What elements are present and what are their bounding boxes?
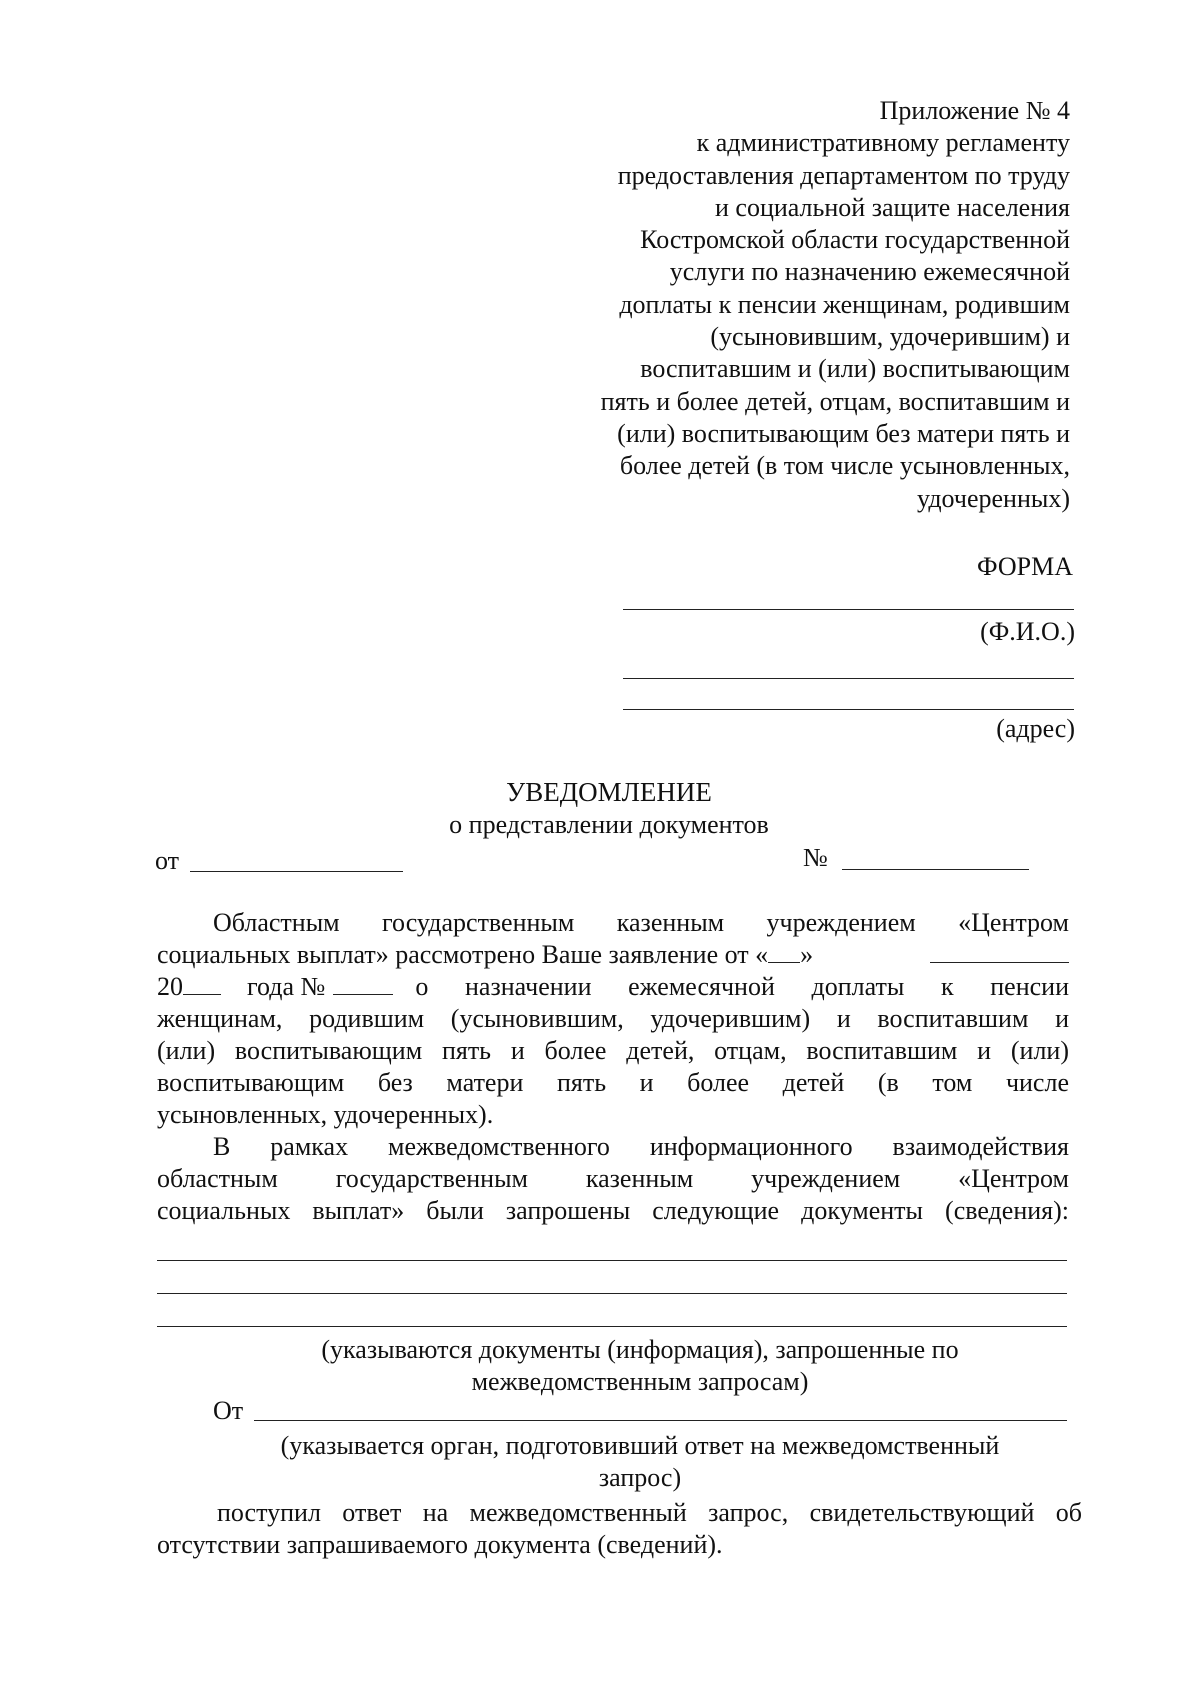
header-line: Приложение № 4 <box>879 96 1070 125</box>
text-line: усыновленных, удочеренных). <box>157 1100 494 1129</box>
address-field-line-1[interactable] <box>623 678 1074 679</box>
header-line: к административному регламенту <box>696 128 1070 158</box>
header-line: предоставления департаментом по труду <box>617 160 1070 190</box>
header-line: доплаты к пенсии женщинам, родившим <box>619 289 1070 319</box>
notice-number-field[interactable] <box>842 869 1029 870</box>
requested-docs-line-2[interactable] <box>157 1293 1067 1294</box>
number-label: № <box>803 843 828 872</box>
text-line <box>157 939 1069 971</box>
day-field[interactable] <box>768 940 800 963</box>
month-field[interactable] <box>930 940 1069 963</box>
text-segment: » <box>800 940 814 969</box>
caption-line: межведомственным запросам) <box>471 1367 809 1396</box>
notice-subtitle: о представлении документов <box>449 810 769 839</box>
caption-line: (указываются документы (информация), запрошенные по <box>321 1335 959 1364</box>
header-line: Костромской области государственной <box>640 225 1070 255</box>
text-line: отсутствии запрашиваемого документа (сведений). <box>157 1530 723 1559</box>
header-line: (усыновившим, удочерившим) и <box>710 322 1070 352</box>
header-line: пять и более детей, отцам, воспитавшим и <box>600 386 1070 416</box>
text-line: социальных выплат» были запрошены следующие документы (сведения): <box>157 1196 1069 1225</box>
paragraph-response-received <box>157 1497 1082 1561</box>
header-line: удочеренных) <box>916 483 1070 513</box>
requested-docs-line-3[interactable] <box>157 1326 1067 1327</box>
application-number-field[interactable] <box>333 972 393 995</box>
text-line: Областным государственным казенным учреждением «Центром <box>213 908 1069 937</box>
requested-docs-line-1[interactable] <box>157 1260 1067 1261</box>
text-segment: 20 <box>157 972 183 1001</box>
paragraph-application-reviewed <box>157 907 1069 1131</box>
address-field-line-2[interactable] <box>623 709 1074 710</box>
year-field[interactable] <box>183 972 221 995</box>
from-organ-label: От <box>213 1396 244 1425</box>
text-line: воспитывающим без матери пять и более детей (в том числе <box>157 1068 1069 1097</box>
notice-title: УВЕДОМЛЕНИЕ <box>506 777 712 807</box>
text-line: поступил ответ на межведомственный запрос, свидетельствующий об <box>217 1498 1082 1527</box>
text-line: (или) воспитывающим пять и более детей, отцам, воспитавшим и (или) <box>157 1036 1069 1065</box>
paragraph-interagency-request <box>157 1131 1069 1227</box>
notice-date-field[interactable] <box>190 871 403 872</box>
organ-caption <box>0 1430 1200 1494</box>
text-segment: социальных выплат» рассмотрено Ваше заявление от « <box>157 940 769 969</box>
text-line: В рамках межведомственного информационного взаимодействия <box>213 1132 1069 1161</box>
header-line: более детей (в том числе усыновленных, <box>619 451 1070 481</box>
text-segment: года № <box>247 972 326 1001</box>
appendix-header <box>510 95 1070 515</box>
text-line: областным государственным казенным учреждением «Центром <box>157 1164 1069 1193</box>
address-caption: (адрес) <box>996 714 1075 743</box>
fio-caption: (Ф.И.О.) <box>980 617 1075 646</box>
fio-field-line[interactable] <box>623 609 1074 610</box>
text-line <box>157 971 1069 1003</box>
organ-field-line[interactable] <box>254 1420 1067 1421</box>
form-label: ФОРМА <box>977 552 1073 581</box>
text-segment: о назначении ежемесячной доплаты к пенсии <box>415 972 1069 1001</box>
caption-line: (указывается орган, подготовивший ответ на межведомственный <box>280 1431 1000 1460</box>
header-line: и социальной защите населения <box>714 192 1070 222</box>
header-line: (или) воспитывающим без матери пять и <box>617 418 1070 448</box>
header-line: воспитавшим и (или) воспитывающим <box>640 354 1070 384</box>
text-line: женщинам, родившим (усыновившим, удочерившим) и воспитавшим и <box>157 1004 1069 1033</box>
requested-docs-caption <box>0 1334 1200 1398</box>
header-line: услуги по назначению ежемесячной <box>669 257 1070 287</box>
caption-line: запрос) <box>598 1463 682 1492</box>
date-from-label: от <box>155 846 180 875</box>
